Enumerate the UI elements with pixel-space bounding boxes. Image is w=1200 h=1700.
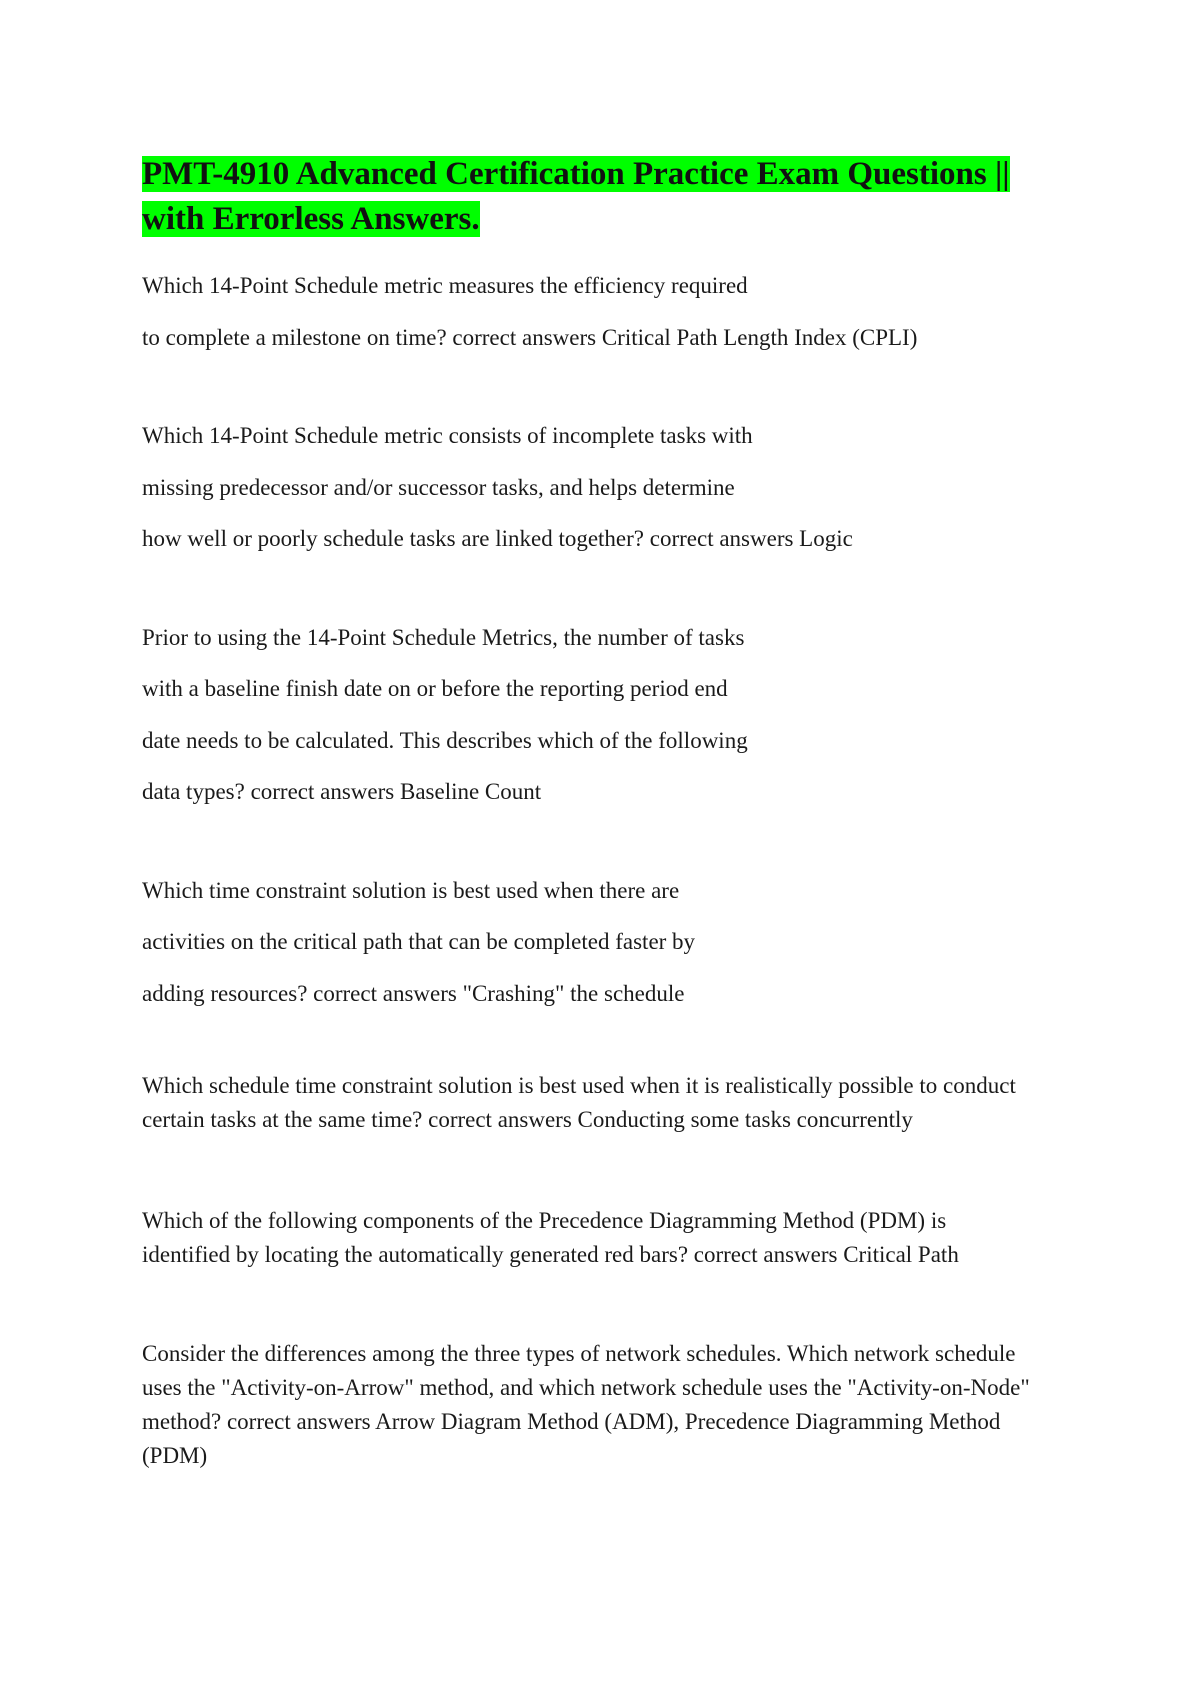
- qa-item-4: [142, 865, 1072, 1020]
- qa-line: Which of the following components of the Precedence Diagramming Method (PDM) is: [142, 1208, 947, 1233]
- qa-line: Which 14-Point Schedule metric measures the efficiency required: [142, 273, 748, 298]
- qa-item-6: [142, 1204, 1072, 1272]
- qa-line: activities on the critical path that can be completed faster by: [142, 929, 696, 954]
- qa-item-7: [142, 1337, 1072, 1473]
- qa-line: Which schedule time constraint solution is best used when it is realistically possible to conduct: [142, 1073, 1016, 1098]
- qa-line: certain tasks at the same time? correct answers Conducting some tasks concurrently: [142, 1107, 913, 1132]
- qa-line: (PDM): [142, 1443, 208, 1468]
- qa-line: with a baseline finish date on or before the reporting period end: [142, 676, 728, 701]
- title-highlight: [142, 156, 1010, 237]
- qa-item-5: [142, 1069, 1072, 1137]
- qa-line: Consider the differences among the three types of network schedules. Which network schedule: [142, 1341, 1016, 1366]
- qa-line: method? correct answers Arrow Diagram Method (ADM), Precedence Diagramming Method: [142, 1409, 1001, 1434]
- qa-line: to complete a milestone on time? correct answers Critical Path Length Index (CPLI): [142, 324, 918, 350]
- qa-item-1: [142, 260, 1072, 363]
- qa-line: adding resources? correct answers "Crashing" the schedule: [142, 980, 685, 1006]
- title-line-2: Errorless Answers.: [212, 201, 480, 237]
- qa-item-2: [142, 410, 1072, 565]
- document-title: [142, 152, 1072, 242]
- qa-line: missing predecessor and/or successor tasks, and helps determine: [142, 474, 735, 500]
- qa-line: date needs to be calculated. This describes which of the following: [142, 727, 748, 753]
- title-line-1: PMT-4910 Advanced Certification Practice Exam Questions || with: [142, 156, 1010, 237]
- qa-line: identified by locating the automatically generated red bars? correct answers Critical Path: [142, 1242, 959, 1267]
- qa-line: uses the "Activity-on-Arrow" method, and which network schedule uses the "Activity-on-Node": [142, 1375, 1030, 1400]
- qa-line: Which 14-Point Schedule metric consists of incomplete tasks with: [142, 423, 753, 448]
- document-content: [142, 152, 1072, 1473]
- qa-item-3: [142, 612, 1072, 818]
- qa-line: how well or poorly schedule tasks are linked together? correct answers Logic: [142, 526, 853, 551]
- qa-line: data types? correct answers Baseline Count: [142, 779, 542, 804]
- qa-line: Prior to using the 14-Point Schedule Metrics, the number of tasks: [142, 624, 745, 650]
- qa-line: Which time constraint solution is best used when there are: [142, 877, 680, 903]
